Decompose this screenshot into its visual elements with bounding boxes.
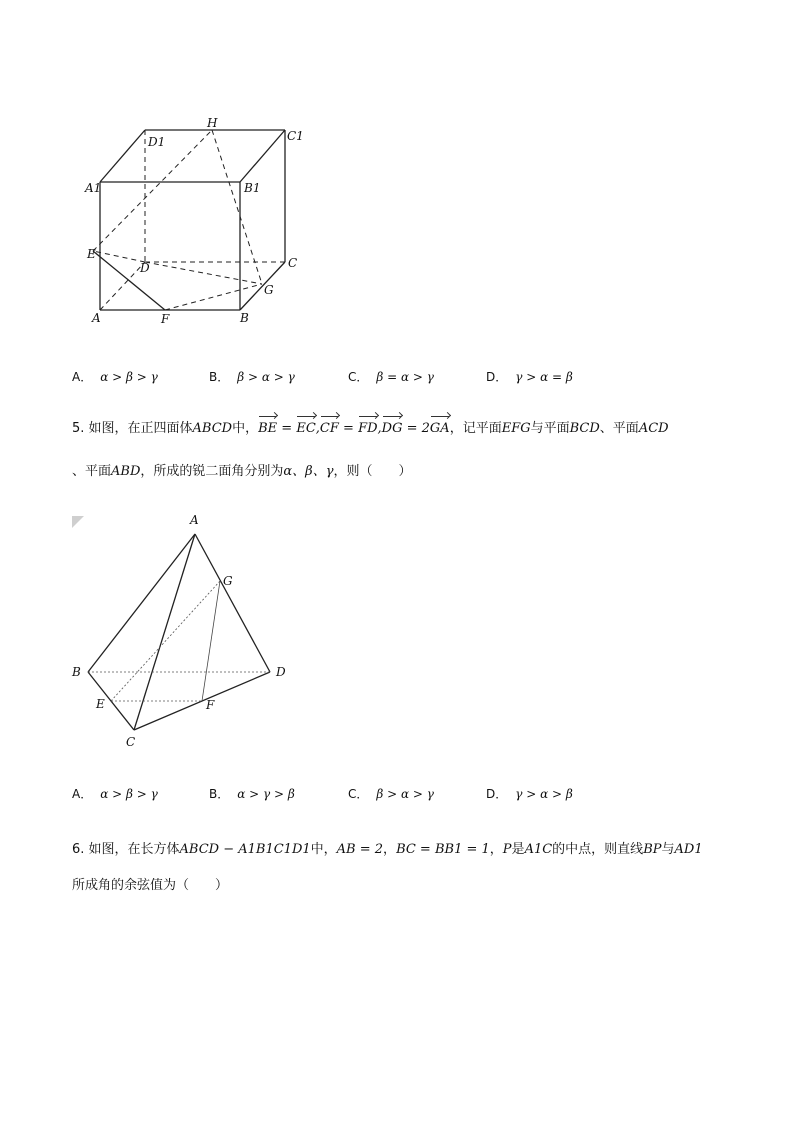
segment-DG — [145, 262, 262, 284]
segment-EG — [111, 581, 220, 701]
vector-FD: FD — [358, 419, 377, 439]
label-B1: B1 — [244, 181, 261, 195]
q5-options — [72, 784, 722, 804]
q4-options — [72, 367, 722, 387]
segment-DE — [93, 251, 145, 262]
vector-EC: EC — [296, 419, 315, 439]
label-C: C — [126, 735, 136, 749]
q5-stem-line2: 、平面ABD，所成的锐二面角分别为α、β、γ，则（ ） — [72, 464, 412, 479]
segment-HG — [212, 130, 262, 284]
label-A: A — [190, 513, 199, 527]
label-H: H — [207, 116, 218, 130]
edge-B1C1 — [240, 130, 285, 182]
edge-BC — [240, 262, 285, 310]
edge-AD — [195, 534, 270, 672]
label-F: F — [161, 312, 170, 326]
label-C: C — [288, 256, 298, 270]
q5-option-d[interactable]: D． γ > α > β — [486, 787, 573, 801]
label-G: G — [264, 283, 274, 297]
tetrahedron-figure — [60, 508, 310, 753]
label-A: A — [92, 311, 101, 325]
vector-CF: CF — [320, 419, 339, 439]
vector-DG: DG — [382, 419, 403, 439]
cube-diagram — [80, 112, 320, 332]
label-A1: A1 — [85, 181, 102, 195]
segment-EF — [93, 251, 165, 310]
q4-option-c[interactable]: C． β = α > γ — [348, 370, 434, 384]
q6-stem-line1: 6. 如图，在长方体ABCD − A1B1C1D1中，AB = 2，BC = BB1 = 1，P是A1C的中点，则直线BP与AD1 — [72, 842, 703, 857]
segment-FG — [202, 581, 220, 701]
edge-AB — [88, 534, 195, 672]
label-D: D — [276, 665, 286, 679]
label-F: F — [206, 698, 215, 712]
q4-option-d[interactable]: D． γ > α = β — [486, 370, 573, 384]
q5-option-a[interactable]: A． α > β > γ — [72, 787, 158, 801]
edge-AC — [134, 534, 195, 730]
label-E: E — [96, 697, 105, 711]
tetrahedron-diagram — [60, 508, 310, 753]
label-B: B — [240, 311, 249, 325]
vector-GA: GA — [430, 419, 450, 439]
q5-stem-line1: 5. 如图，在正四面体ABCD中，BE = EC,CF = FD,DG = 2GA，记平面EFG与平面BCD、平面ACD — [72, 419, 722, 439]
q5-option-c[interactable]: C． β > α > γ — [348, 787, 434, 801]
edge-A1D1 — [100, 130, 145, 182]
q4-option-a[interactable]: A． α > β > γ — [72, 370, 158, 384]
vector-BE: BE — [258, 419, 277, 439]
label-D1: D1 — [148, 135, 166, 149]
q6-stem-line2: 所成角的余弦值为（ ） — [72, 878, 229, 893]
label-C1: C1 — [287, 129, 304, 143]
q4-option-b[interactable]: B． β > α > γ — [209, 370, 295, 384]
cube-figure — [80, 112, 320, 332]
label-G: G — [223, 574, 233, 588]
label-D: D — [140, 261, 150, 275]
label-E: E — [87, 247, 96, 261]
label-B: B — [72, 665, 81, 679]
q5-option-b[interactable]: B． α > γ > β — [209, 787, 295, 801]
edge-AD — [100, 262, 145, 310]
segment-FG — [165, 284, 262, 310]
